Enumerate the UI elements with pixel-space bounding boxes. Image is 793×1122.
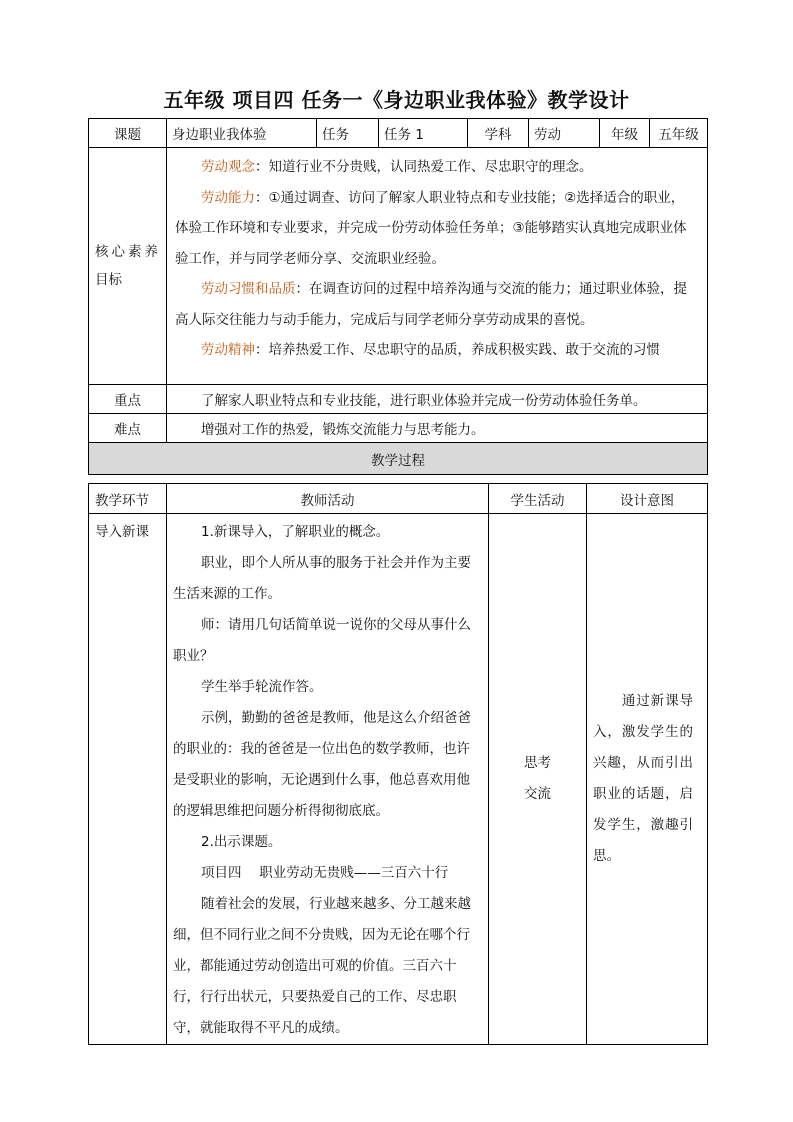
- header-teacher: 教师活动: [167, 484, 489, 514]
- lesson-info-table: [88, 118, 708, 475]
- key-point-row: [89, 385, 708, 414]
- teacher-paragraph: 学生举手轮流作答。: [201, 679, 323, 695]
- intro-student-activity: [489, 514, 587, 1045]
- goal-spirit: [175, 335, 697, 366]
- topic-label: 课题: [89, 119, 167, 148]
- goals-label: [89, 148, 167, 385]
- goals-label-line1: 核心素养: [95, 244, 161, 260]
- teaching-process-table: [88, 483, 708, 1045]
- goals-label-line2: 目标: [95, 272, 122, 288]
- intro-row: [89, 514, 708, 1045]
- process-heading: 教学过程: [89, 443, 708, 475]
- goal-concept: [175, 152, 697, 183]
- goal-ability: [175, 183, 697, 275]
- document-title: 五年级 项目四 任务一《身边职业我体验》教学设计: [163, 88, 630, 112]
- teacher-paragraph: 示例，勤勤的爸爸是教师，他是这么介绍爸爸的职业的：我的爸爸是一位出色的数学教师，也许是受职业的影响，无论遇到什么事，他总喜欢用他的逻辑思维把问题分析得彻彻底底。: [173, 710, 471, 819]
- goal-concept-key: 劳动观念: [201, 159, 255, 175]
- task-label: 任务: [317, 119, 379, 148]
- header-stage: 教学环节: [89, 484, 167, 514]
- student-activity-line: 交流: [524, 786, 551, 802]
- key-point-text: 了解家人职业特点和专业技能，进行职业体验并完成一份劳动体验任务单。: [167, 385, 708, 414]
- teacher-paragraph: 2.出示课题。: [201, 834, 282, 850]
- goal-ability-key: 劳动能力: [201, 189, 255, 206]
- goal-concept-text: ：知道行业不分贵贱，认同热爱工作、尽忠职守的理念。: [255, 159, 593, 175]
- subject-label: 学科: [468, 119, 529, 148]
- process-header-row: [89, 484, 708, 514]
- teacher-paragraph: 师：请用几句话简单说一说你的父母从事什么职业？: [173, 617, 471, 664]
- goals-row: [89, 148, 708, 385]
- intro-design-intent: 通过新课导入，激发学生的兴趣，从而引出职业的话题，启发学生，激趣引思。: [587, 514, 708, 1045]
- difficulty-row: [89, 414, 708, 443]
- goals-content: [167, 148, 708, 385]
- difficulty-label: 难点: [89, 414, 167, 443]
- teacher-paragraph: 职业，即个人所从事的服务于社会并作为主要生活来源的工作。: [173, 555, 471, 602]
- grade-value: 五年级: [650, 119, 708, 148]
- grade-label: 年级: [600, 119, 650, 148]
- teacher-paragraph: 1.新课导入，了解职业的概念。: [201, 524, 390, 540]
- student-activity-line: 思考: [524, 755, 551, 771]
- teacher-paragraph: 项目四 职业劳动无贵贱——三百六十行: [201, 865, 449, 881]
- topic-value: 身边职业我体验: [167, 119, 317, 148]
- header-student: 学生活动: [489, 484, 587, 514]
- difficulty-text: 增强对工作的热爱，锻炼交流能力与思考能力。: [167, 414, 708, 443]
- goal-habit-text: ：在调查访问的过程中培养沟通与交流的能力；通过职业体验，提高人际交往能力与动手能力，完成后与同学老师分享劳动成果的喜悦。: [175, 281, 687, 328]
- intro-teacher-activity: [167, 514, 489, 1045]
- goal-spirit-key: 劳动精神: [201, 342, 255, 358]
- goal-habit: [175, 274, 697, 335]
- header-design: 设计意图: [587, 484, 708, 514]
- info-row: [89, 119, 708, 148]
- process-heading-row: [89, 443, 708, 475]
- teacher-paragraph: 随着社会的发展，行业越来越多、分工越来越细，但不同行业之间不分贵贱，因为无论在哪个行业，都能通过劳动创造出可观的价值。三百六十行，行行出状元，只要热爱自己的工作、尽忠职守，就能取得不平凡的成绩。: [173, 896, 471, 1036]
- goal-ability-text: ：①通过调查、访问了解家人职业特点和专业技能；②选择适合的职业，体验工作环境和专业要求，并完成一份劳动体验任务单；③能够踏实认真地完成职业体验工作，并与同学老师分享、交流职业经验。: [175, 189, 687, 267]
- key-point-label: 重点: [89, 385, 167, 414]
- goal-spirit-text: ：培养热爱工作、尽忠职守的品质，养成积极实践、敢于交流的习惯: [255, 342, 660, 358]
- intro-stage: 导入新课: [89, 514, 167, 1045]
- subject-value: 劳动: [529, 119, 600, 148]
- goal-habit-key: 劳动习惯和品质: [201, 281, 296, 297]
- task-value: 任务 1: [379, 119, 468, 148]
